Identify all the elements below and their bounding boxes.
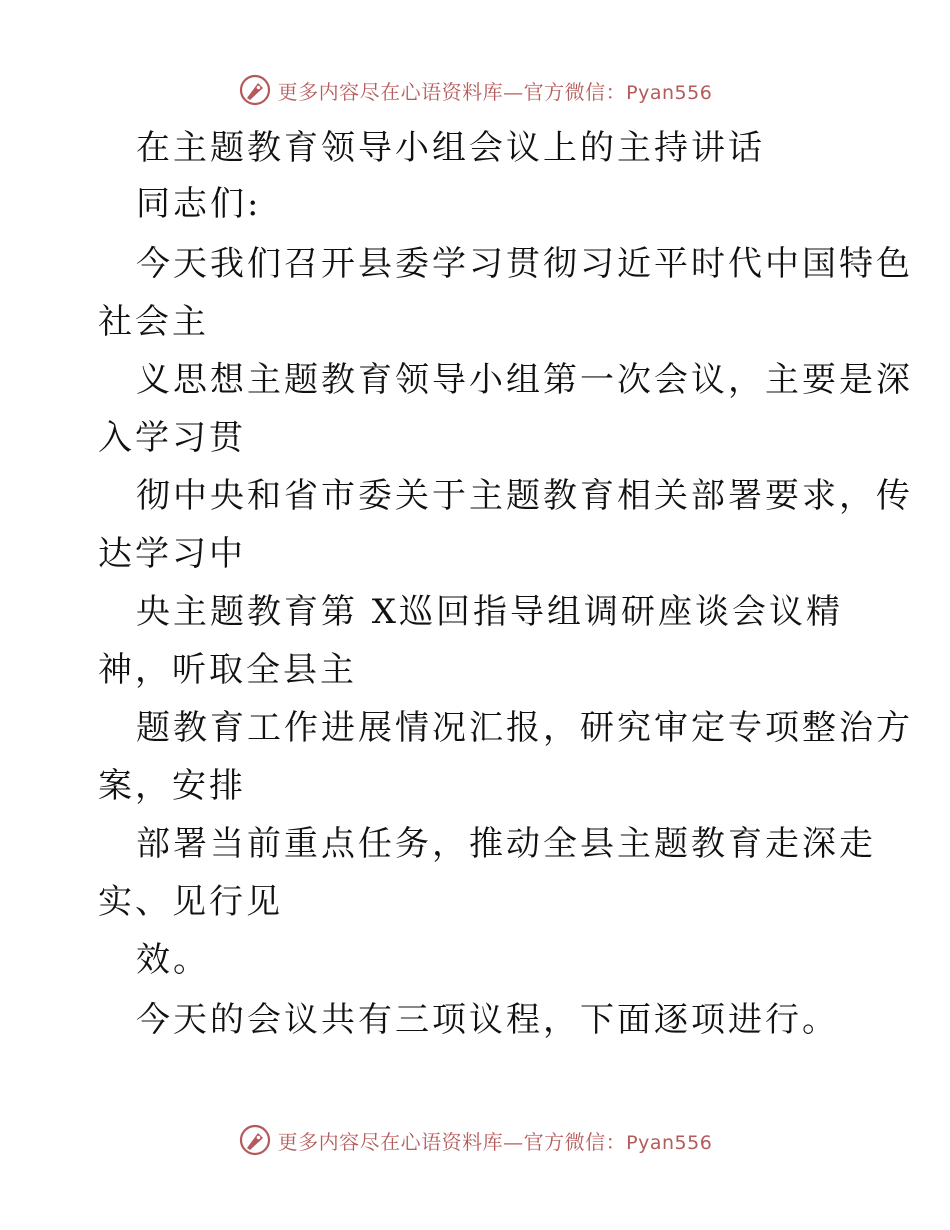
paragraph-line: 今天的会议共有三项议程，下面逐项进行。 bbox=[136, 1000, 839, 1040]
paragraph-line: 题教育工作进展情况汇报，研究审定专项整治方 bbox=[136, 708, 913, 748]
paragraph-line: 今天我们召开县委学习贯彻习近平时代中国特色 bbox=[136, 244, 913, 284]
salutation: 同志们: bbox=[136, 184, 262, 224]
paragraph-line: 入学习贯 bbox=[98, 418, 246, 458]
header-watermark-banner bbox=[0, 70, 950, 110]
paragraph-line: 义思想主题教育领导小组第一次会议，主要是深 bbox=[136, 360, 913, 400]
paragraph-line: 部署当前重点任务，推动全县主题教育走深走 bbox=[136, 824, 876, 864]
paragraph-line: 实、见行见 bbox=[98, 882, 283, 922]
header-banner-content bbox=[238, 73, 713, 107]
header-banner-wechat-id: Pyan556 bbox=[626, 81, 713, 104]
footer-banner-wechat-id: Pyan556 bbox=[626, 1131, 713, 1154]
paragraph-line: 社会主 bbox=[98, 302, 209, 342]
header-banner-label: 更多内容尽在心语资料库—官方微信： bbox=[277, 79, 627, 104]
paragraph-line: 彻中央和省市委关于主题教育相关部署要求，传 bbox=[136, 476, 913, 516]
header-banner-text bbox=[278, 76, 713, 105]
paragraph-line: 案，安排 bbox=[98, 766, 246, 806]
paragraph-line: 达学习中 bbox=[98, 534, 246, 574]
document-title: 在主题教育领导小组会议上的主持讲话 bbox=[136, 128, 765, 168]
paragraph-line: 效。 bbox=[136, 940, 210, 980]
paragraph-line: 央主题教育第 X巡回指导组调研座谈会议精 bbox=[136, 592, 844, 632]
pen-nib-logo-icon bbox=[238, 1123, 272, 1157]
paragraph-line: 神，听取全县主 bbox=[98, 650, 357, 690]
footer-banner-content bbox=[238, 1123, 713, 1157]
footer-banner-text bbox=[278, 1126, 713, 1155]
footer-watermark-banner bbox=[0, 1120, 950, 1160]
pen-nib-logo-icon bbox=[238, 73, 272, 107]
footer-banner-label: 更多内容尽在心语资料库—官方微信： bbox=[277, 1129, 627, 1154]
